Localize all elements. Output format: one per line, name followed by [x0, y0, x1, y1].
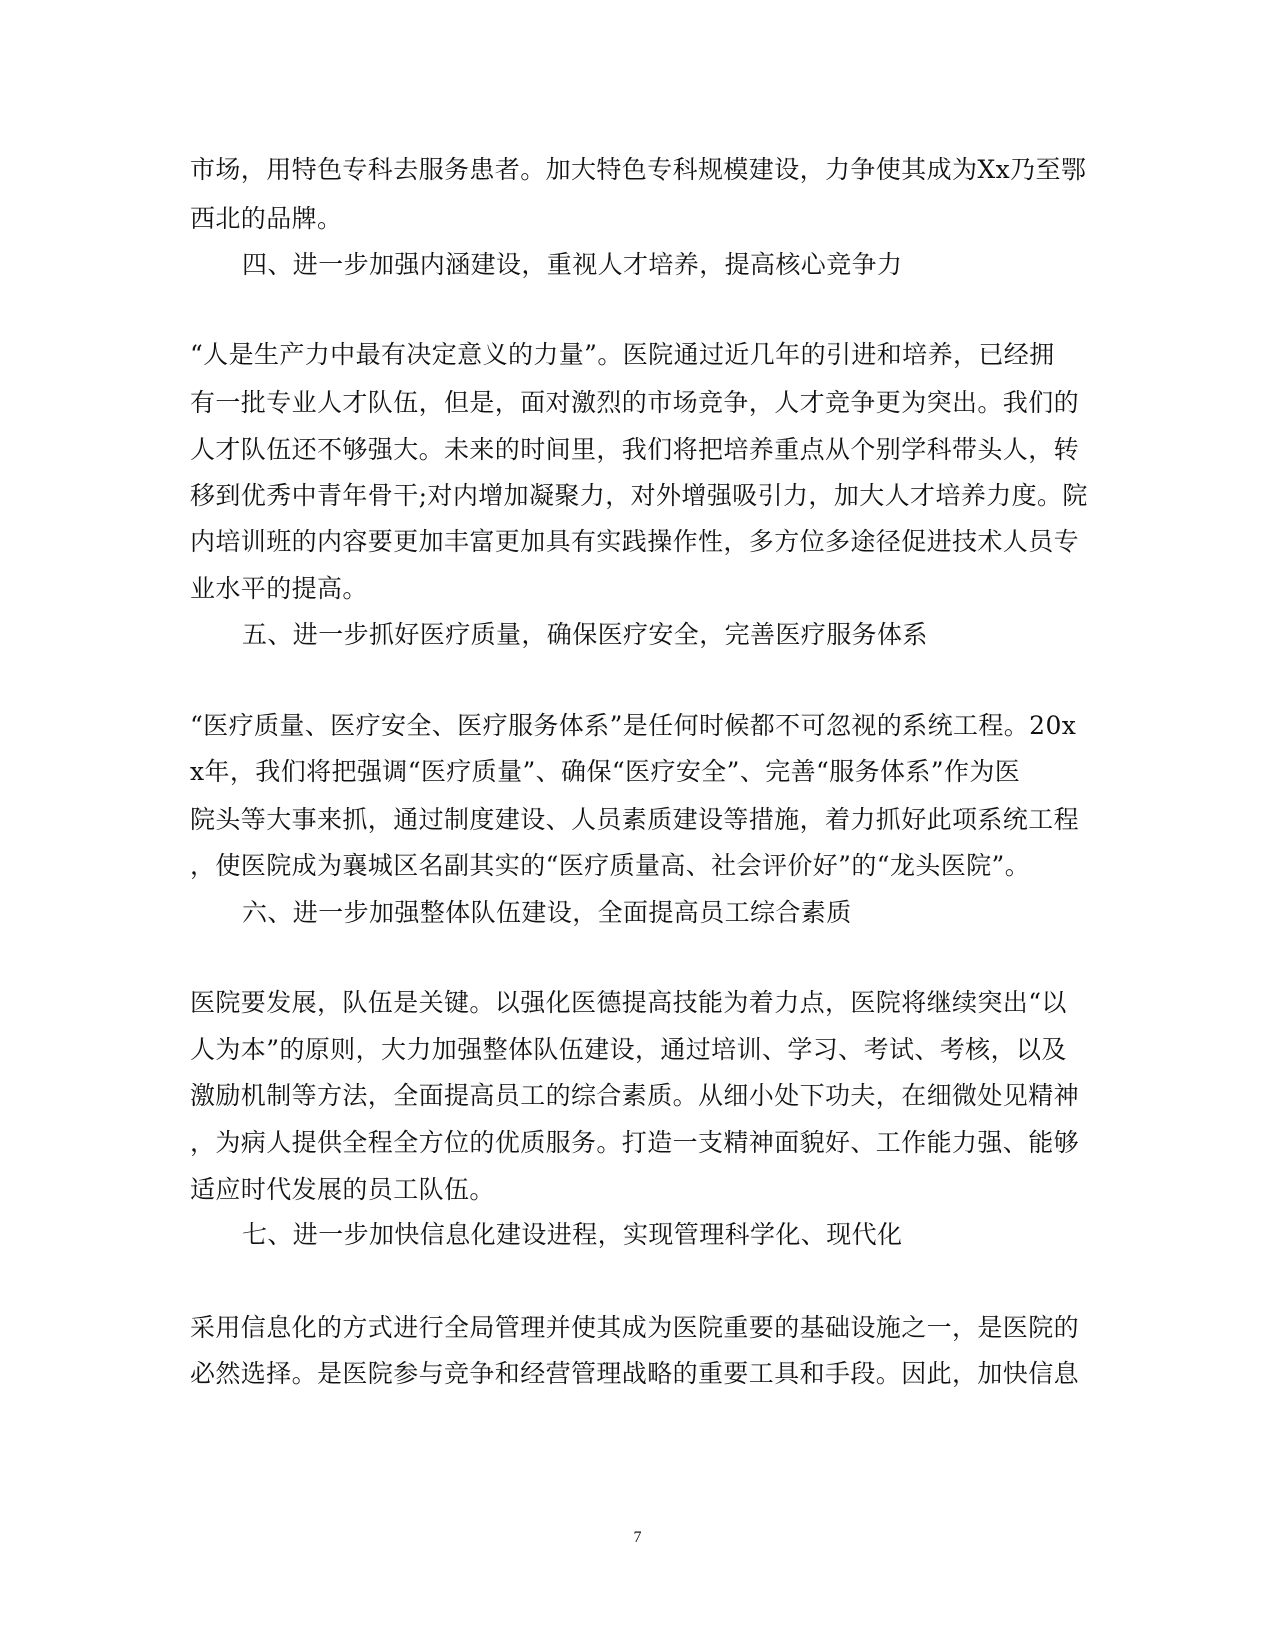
- body-text-line: “医疗质量、医疗安全、医疗服务体系”是任何时候都不可忽视的系统工程。20x: [190, 711, 1077, 740]
- body-text-line: “人是生产力中最有决定意义的力量”。医院通过近几年的引进和培养，已经拥: [190, 340, 1055, 369]
- body-text-line: 业水平的提高。: [190, 574, 368, 603]
- body-text-line: 人为本”的原则，大力加强整体队伍建设，通过培训、学习、考试、考核，以及: [190, 1035, 1067, 1064]
- body-text-line: 采用信息化的方式进行全局管理并使其成为医院重要的基础设施之一，是医院的: [190, 1313, 1080, 1342]
- body-text-line: 移到优秀中青年骨干;对内增加凝聚力，对外增强吸引力，加大人才培养力度。院: [190, 481, 1088, 510]
- body-text-line: 市场，用特色专科去服务患者。加大特色专科规模建设，力争使其成为Xx乃至鄂: [190, 155, 1087, 184]
- body-text-line: 西北的品牌。: [190, 204, 343, 233]
- body-text-line: 有一批专业人才队伍，但是，面对激烈的市场竞争，人才竞争更为突出。我们的: [190, 388, 1080, 417]
- body-text-line: 内培训班的内容要更加丰富更加具有实践操作性，多方位多途径促进技术人员专: [190, 527, 1080, 556]
- body-text-line: 适应时代发展的员工队伍。: [190, 1175, 495, 1204]
- body-text-line: ，为病人提供全程全方位的优质服务。打造一支精神面貌好、工作能力强、能够: [190, 1128, 1080, 1157]
- section-heading: 四、进一步加强内涵建设，重视人才培养，提高核心竞争力: [242, 250, 903, 279]
- body-text-line: x年，我们将把强调“医疗质量”、确保“医疗安全”、完善“服务体系”作为医: [190, 757, 1021, 786]
- body-text-line: 院头等大事来抓，通过制度建设、人员素质建设等措施，着力抓好此项系统工程: [190, 805, 1080, 834]
- body-text-line: 必然选择。是医院参与竞争和经营管理战略的重要工具和手段。因此，加快信息: [190, 1359, 1080, 1388]
- body-text-line: 激励机制等方法，全面提高员工的综合素质。从细小处下功夫，在细微处见精神: [190, 1081, 1080, 1110]
- body-text-line: ，使医院成为襄城区名副其实的“医疗质量高、社会评价好”的“龙头医院”。: [190, 851, 1031, 880]
- body-text-line: 人才队伍还不够强大。未来的时间里，我们将把培养重点从个别学科带头人，转: [190, 435, 1080, 464]
- body-text-line: 医院要发展，队伍是关键。以强化医德提高技能为着力点，医院将继续突出“以: [190, 988, 1067, 1017]
- page-number: 7: [633, 1529, 642, 1546]
- section-heading: 六、进一步加强整体队伍建设，全面提高员工综合素质: [242, 898, 852, 927]
- section-heading: 七、进一步加快信息化建设进程，实现管理科学化、现代化: [242, 1220, 903, 1249]
- section-heading: 五、进一步抓好医疗质量，确保医疗安全，完善医疗服务体系: [242, 620, 928, 649]
